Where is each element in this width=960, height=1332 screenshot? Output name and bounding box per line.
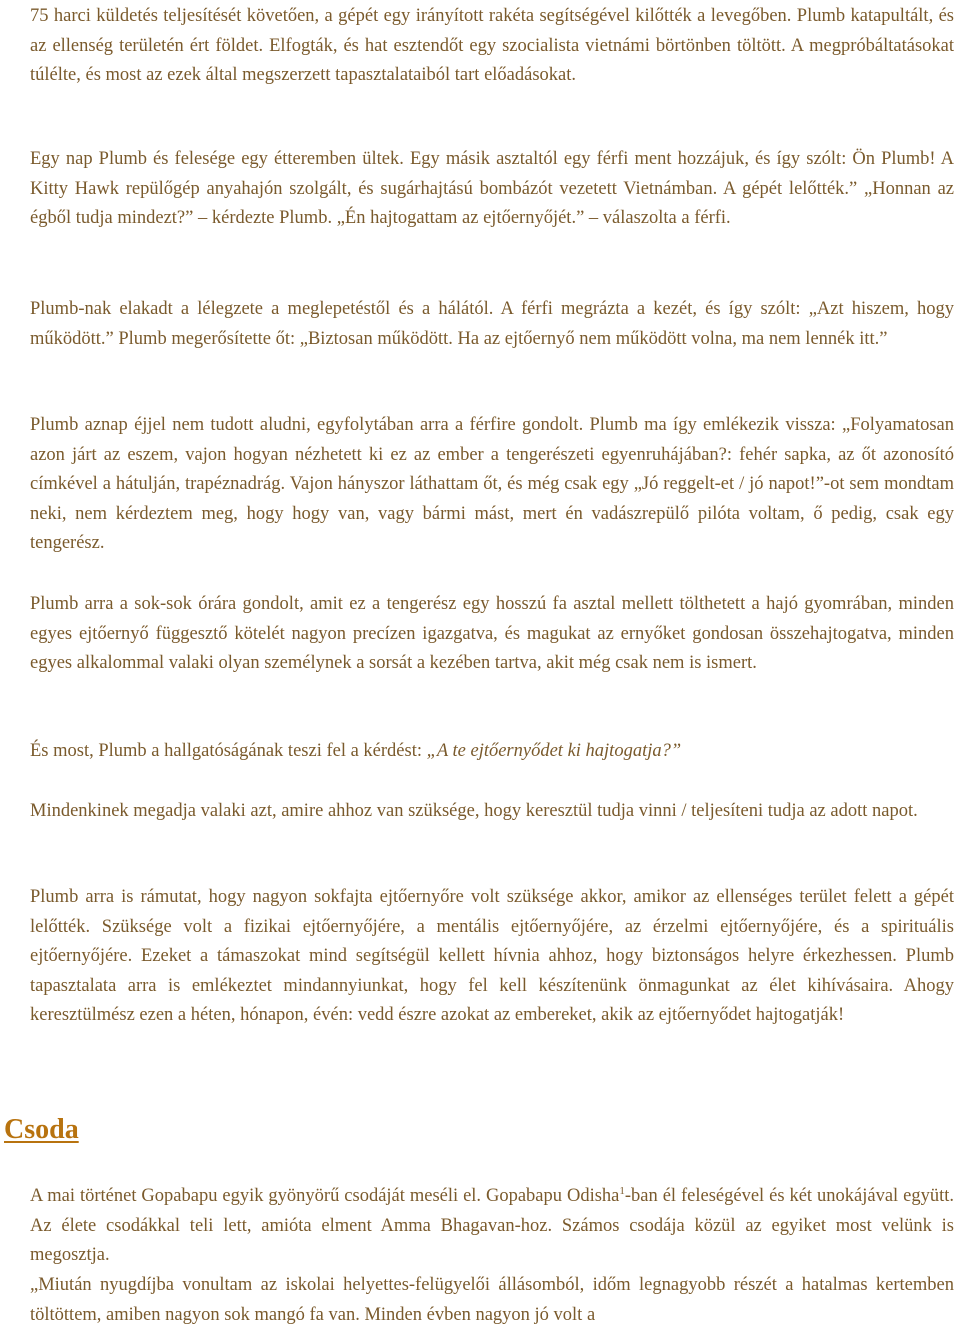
question-italic-text: „A te ejtőernyődet ki hajtogatja?” [426, 741, 682, 761]
paragraph-many-parachutes: Plumb arra is rámutat, hogy nagyon sokfajta ejtőernyőre volt szüksége akkor, amikor az ellenséges terület felett a gépét lelőtték. Szüksége volt a fizikai ejtőernyőjére, a mentális ejtőernyőjére, az érzelmi ejtőernyőjére, és a spirituális ejtőernyőjére. Ezeket a támaszokat mind segítségül kellett hívnia ahhoz, hogy biztonságos helyre érkezhessen. Plumb tapasztalata arra is emlékeztet mindannyiunkat, hogy fel kell készítenünk önmagunkat az élet kihívásaira. Ahogy keresztülmész ezen a héten, hónapon, évén: vedd észre azokat az embereket, akik az ejtőernyődet hajtogatják! [30, 887, 954, 1026]
paragraph-gopabapu-intro [30, 1182, 954, 1271]
paragraph-everyone-needs: Mindenkinek megadja valaki azt, amire ahhoz van szüksége, hogy keresztül tudja vinni / teljesíteni tudja az adott napot. [30, 801, 918, 821]
paragraph-plumb-captured: 75 harci küldetés teljesítését követően, a gépét egy irányított rakéta segítségével kilőtték a levegőben. Plumb katapultált, és az ellenség területén ért földet. Elfogták, és hat esztendőt egy szocialista vietnámi börtönben töltött. A megpróbáltatásokat túlélte, és most az ezek által megszerzett tapasztalataiból tart előadásokat. [30, 6, 954, 86]
paragraph-gratitude: Plumb-nak elakadt a lélegzete a meglepetéstől és a hálától. A férfi megrázta a kezét, és így szólt: „Azt hiszem, hogy működött.” Plumb megerősítette őt: „Biztosan működött. Ha az ejtőernyő nem működött volna, ma nem lennék itt.” [30, 299, 954, 349]
paragraph-sailor-hours: Plumb arra a sok-sok órára gondolt, amit ez a tengerész egy hosszú fa asztal mellett tölthetett a hajó gyomrában, minden egyes ejtőernyő függesztő kötelét nagyon precízen igazgatva, és magukat az ernyőket gondosan összehajtogatva, minden egyes alkalommal valaki olyan személynek a sorsát a kezében tartva, akit még csak nem is ismert. [30, 594, 954, 674]
section-heading-csoda: Csoda [4, 1114, 79, 1145]
intro-text-part1: A mai történet Gopabapu egyik gyönyörű csodáját meséli el. Gopabapu Odisha [30, 1186, 620, 1206]
footnote-marker[interactable]: 1 [619, 1184, 625, 1197]
paragraph-restaurant-meeting: Egy nap Plumb és felesége egy étteremben ültek. Egy másik asztaltól egy férfi ment hozzájuk, és így szólt: Ön Plumb! A Kitty Hawk repülőgép anyahajón szolgált, és sugárhajtású bombázót vezetett Vietnámban. A gépét lelőtték.” „Honnan az égből tudja mindezt?” ‒ kérdezte Plumb. „Én hajtogattam az ejtőernyőjét.” ‒ válaszolta a férfi. [30, 149, 954, 229]
question-lead-text: És most, Plumb a hallgatóságának teszi fel a kérdést: [30, 741, 427, 761]
paragraph-question [30, 737, 954, 767]
paragraph-gopabapu-story: „Miután nyugdíjba vonultam az iskolai helyettes-felügyelői állásomból, időm legnagyobb részét a hatalmas kertemben töltöttem, amiben nagyon sok mangó fa van. Minden évben nagyon jó volt a [30, 1275, 954, 1325]
intro-text-part2: -ban él feleségével és két unokájával együtt. Az élete csodákkal teli lett, amióta elment Amma Bhagavan-hoz. Számos csodája közül az egyiket most velünk is megosztja. [30, 1186, 954, 1266]
paragraph-sleepless-night: Plumb aznap éjjel nem tudott aludni, egyfolytában arra a férfire gondolt. Plumb ma így emlékezik vissza: „Folyamatosan azon járt az eszem, vajon hogyan nézhetett ki ez az ember a tengerészeti egyenruhájában?: fehér sapka, az őt azonosító címkével a hátulján, trapéznadrág. Vajon hányszor láthattam őt, és még csak egy „Jó reggelt-et / jó napot!”-ot sem mondtam neki, nem kérdeztem meg, hogy hogy van, vagy bármi mást, mert én vadászrepülő pilóta voltam, ő pedig, csak egy tengerész. [30, 415, 954, 554]
